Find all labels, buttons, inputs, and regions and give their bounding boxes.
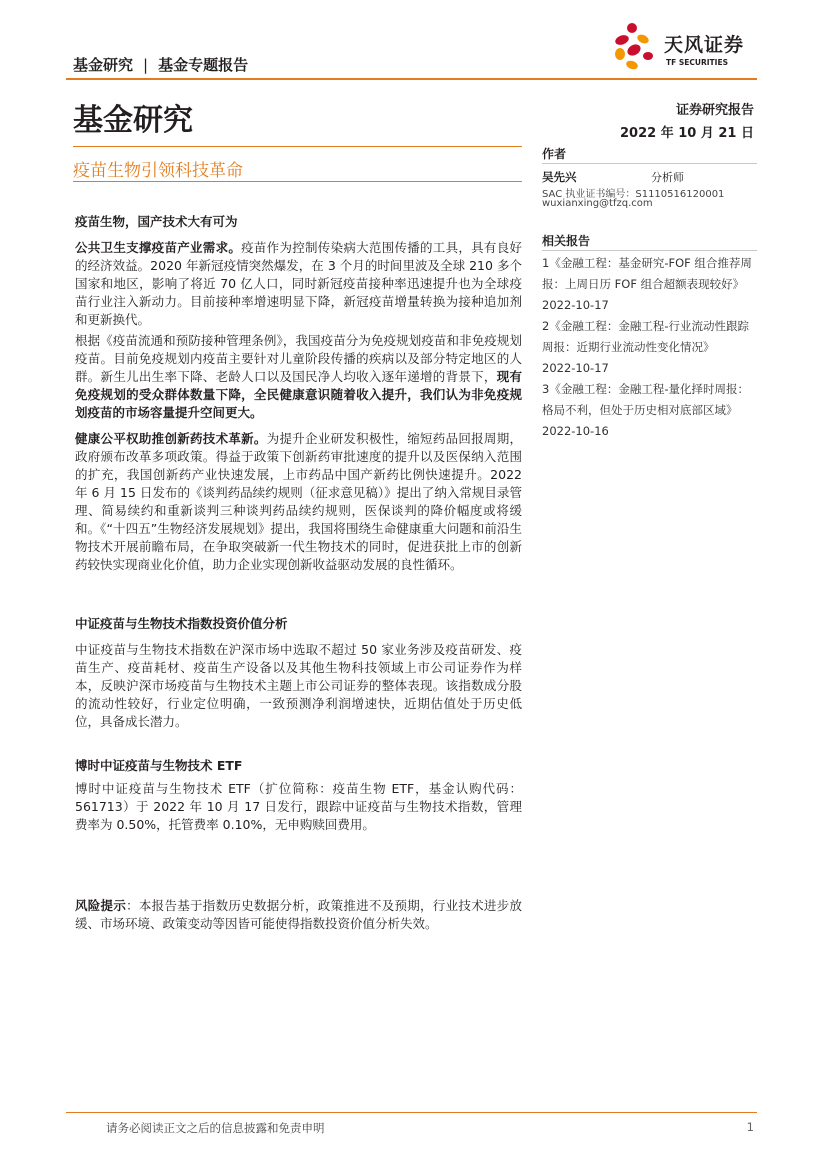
paragraph-4 bbox=[75, 641, 522, 731]
p2-text: 根据《疫苗流通和预防接种管理条例》，我国疫苗分为免疫规划疫苗和非免疫规划疫苗。目前免疫规划内疫苗主要针对儿童阶段传播的疾病以及部分特定地区的人群。新生儿出生率下降、老龄人口以及国民净人均收入逐年递增的背景下， bbox=[75, 333, 522, 384]
p5-text: 博时中证疫苗与生物技术 ETF（扩位简称：疫苗生物 ETF，基金认购代码：561713）于 2022 年 10 月 17 日发行，跟踪中证疫苗与生物技术指数，管理费率为 0.50%，托管费率 0.10%，无申购赎回费用。 bbox=[75, 781, 522, 832]
p2-emphasis: 现有免疫规划的受众群体数量下降，全民健康意识随着收入提升，我们认为非免疫规划疫苗的市场容量提升空间更大。 bbox=[75, 369, 522, 420]
author-sac-id: SAC 执业证书编号：S1110516120001 bbox=[542, 189, 725, 200]
footer-rule bbox=[66, 1112, 757, 1113]
subtitle-divider bbox=[73, 181, 522, 182]
related-report-title: 1《金融工程：基金研究-FOF 组合推荐周报：上周日历 FOF 组合超额表现较好》 bbox=[542, 256, 752, 291]
footer-disclaimer: 请务必阅读正文之后的信息披露和免责申明 bbox=[106, 1121, 325, 1135]
header-subcategory: 基金专题报告 bbox=[158, 56, 249, 74]
header-breadcrumb bbox=[73, 54, 248, 75]
related-report-title: 3《金融工程：金融工程-量化择时周报：格局不利，但处于历史相对底部区域》 bbox=[542, 382, 749, 417]
paragraph-5 bbox=[75, 780, 522, 834]
related-report-title: 2《金融工程：金融工程-行业流动性跟踪周报：近期行业流动性变化情况》 bbox=[542, 319, 749, 354]
author-role: 分析师 bbox=[651, 171, 684, 184]
related-report-date: 2022-10-16 bbox=[542, 424, 609, 438]
report-date: 2022 年 10 月 21 日 bbox=[620, 126, 754, 141]
header-rule bbox=[66, 78, 757, 80]
related-reports-list bbox=[542, 253, 757, 442]
author-name: 吴先兴 bbox=[542, 170, 577, 184]
p1-text: 疫苗作为控制传染病大范围传播的工具，具有良好的经济效益。2020 年新冠疫情突然爆发，在 3 个月的时间里波及全球 210 多个国家和地区，影响了将近 70 亿人口，同时新冠疫苗接种率迅速提升也为全球疫苗行业注入新动力。目前接种率增速明显下降，新冠疫苗增量转换为接种追加剂和更新换代。 bbox=[75, 240, 522, 327]
related-divider bbox=[542, 250, 757, 251]
author-heading: 作者 bbox=[542, 147, 567, 161]
related-report-item[interactable] bbox=[542, 253, 757, 316]
section1-title: 疫苗生物，国产技术大有可为 bbox=[75, 214, 238, 229]
report-subtitle: 疫苗生物引领科技革命 bbox=[73, 161, 243, 181]
title-divider bbox=[73, 146, 522, 147]
related-heading: 相关报告 bbox=[542, 234, 591, 248]
report-type: 证券研究报告 bbox=[675, 103, 754, 118]
related-report-date: 2022-10-17 bbox=[542, 361, 609, 375]
related-report-item[interactable] bbox=[542, 379, 757, 442]
header-separator: | bbox=[143, 56, 149, 74]
p1-lead: 公共卫生支撑疫苗产业需求。 bbox=[75, 240, 242, 255]
risk-label: 风险提示 bbox=[75, 898, 127, 913]
paragraph-1 bbox=[75, 239, 522, 329]
section2-title: 中证疫苗与生物技术指数投资价值分析 bbox=[75, 616, 288, 631]
p3-text: 为提升企业研发积极性，缩短药品回报周期，政府颁布改革多项政策。得益于政策下创新药审批速度的提升以及医保纳入范围的扩充，我国创新药产业快速发展，上市药品中国产新药比例快速提升。2022 年 6 月 15 日发布的《谈判药品续约规则（征求意见稿）》提出了纳入常规目录管理、简易续约和重新谈判三种谈判药品续约规则，医保谈判的降价幅度或将缓和。《“十四五”生物经济发展规划》提出，我国将围绕生命健康重大问题和前沿生物技术开展前瞻布局，在争取突破新一代生物技术的同时，促进获批上市的创新药较快实现商业化价值，助力企业实现创新收益驱动发展的良性循环。 bbox=[75, 431, 522, 572]
page-number: 1 bbox=[746, 1120, 754, 1134]
logo-en-text: TF SECURITIES bbox=[666, 58, 728, 67]
author-divider bbox=[542, 163, 757, 164]
company-logo bbox=[612, 20, 762, 72]
logo-mark-icon bbox=[612, 20, 662, 72]
page-title: 基金研究 bbox=[73, 103, 193, 138]
risk-warning bbox=[75, 897, 522, 933]
logo-cn-text: 天风证券 bbox=[664, 34, 745, 56]
risk-text: ：本报告基于指数历史数据分析，政策推进不及预期，行业技术进步放缓、市场环境、政策变动等因皆可能使得指数投资价值分析失效。 bbox=[75, 898, 522, 931]
author-email[interactable]: wuxianxing@tfzq.com bbox=[542, 198, 653, 209]
section3-title: 博时中证疫苗与生物技术 ETF bbox=[75, 758, 243, 773]
related-report-date: 2022-10-17 bbox=[542, 298, 609, 312]
paragraph-2 bbox=[75, 332, 522, 422]
header-category: 基金研究 bbox=[73, 56, 134, 74]
p3-lead: 健康公平权助推创新药技术革新。 bbox=[75, 431, 267, 446]
p4-text: 中证疫苗与生物技术指数在沪深市场中选取不超过 50 家业务涉及疫苗研发、疫苗生产、疫苗耗材、疫苗生产设备以及其他生物科技领域上市公司证券作为样本，反映沪深市场疫苗与生物技术主题上市公司证券的整体表现。该指数成分股的流动性较好，行业定位明确，一致预测净利润增速快，近期估值处于历史低位，具备成长潜力。 bbox=[75, 642, 522, 729]
related-report-item[interactable] bbox=[542, 316, 757, 379]
paragraph-3 bbox=[75, 430, 522, 574]
